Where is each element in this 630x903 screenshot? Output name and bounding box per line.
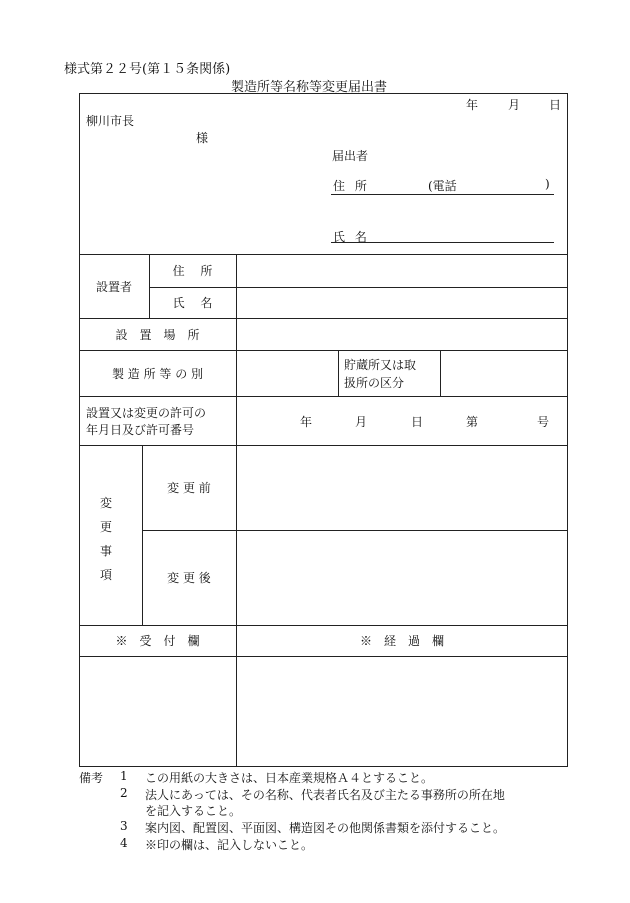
permit-month: 月 xyxy=(355,415,368,429)
note-text: 案内図、配置図、平面図、構造図その他関係書類を添付すること。 xyxy=(145,821,506,835)
date-day: 日 xyxy=(549,98,562,112)
permit-day: 日 xyxy=(411,415,424,429)
location-label: 設 置 場 所 xyxy=(115,327,200,342)
addressee: 柳川市長 xyxy=(86,114,135,128)
phone-label: (電話 xyxy=(428,179,457,193)
note-number: 2 xyxy=(120,786,128,800)
note-text: 法人にあっては、その名称、代表者氏名及び主たる事務所の所在地 xyxy=(145,788,505,802)
name-label: 氏 名 xyxy=(333,230,367,244)
reception-label: ※ 受 付 欄 xyxy=(115,634,200,648)
date-year: 年 xyxy=(466,98,479,112)
notes-heading: 備考 xyxy=(79,771,104,785)
permit-no-prefix: 第 xyxy=(466,415,479,429)
address-underline[interactable] xyxy=(331,194,554,195)
divider xyxy=(338,350,339,396)
note-text: ※印の欄は、記入しないこと。 xyxy=(145,838,314,852)
honorific: 様 xyxy=(196,131,209,145)
permit-no-suffix: 号 xyxy=(537,415,550,429)
phone-close: ) xyxy=(545,177,550,191)
facility-type-label: 製 造 所 等 の 別 xyxy=(111,366,204,381)
note-text: この用紙の大きさは、日本産業規格Ａ４とすること。 xyxy=(145,771,434,785)
note-number: 3 xyxy=(120,819,128,833)
permit-year: 年 xyxy=(300,415,313,429)
note-text: を記入すること。 xyxy=(145,804,242,818)
installer-name-label: 氏 名 xyxy=(172,296,213,310)
storage-label-line1: 貯蔵所又は取 xyxy=(344,358,417,372)
installer-name-field[interactable] xyxy=(237,288,567,317)
change-before-field[interactable] xyxy=(237,446,567,529)
change-items-char: 項 xyxy=(100,568,113,582)
facility-type-field[interactable] xyxy=(237,351,337,395)
installer-label: 設置者 xyxy=(95,279,132,294)
form-number: 様式第２２号(第１５条関係) xyxy=(64,62,231,77)
location-field[interactable] xyxy=(237,319,567,349)
permit-label-line2: 年月日及び許可番号 xyxy=(86,423,195,437)
notifier-label: 届出者 xyxy=(332,149,369,163)
storage-label-line2: 扱所の区分 xyxy=(344,376,405,390)
change-before-label: 変 更 前 xyxy=(167,481,211,495)
installer-address-label: 住 所 xyxy=(172,264,213,278)
divider xyxy=(79,396,568,397)
change-after-field[interactable] xyxy=(237,531,567,624)
installer-address-field[interactable] xyxy=(237,255,567,286)
change-items-label xyxy=(100,491,112,587)
date-month: 月 xyxy=(508,98,521,112)
address-label: 住 所 xyxy=(333,179,367,193)
permit-label-line1: 設置又は変更の許可の xyxy=(86,406,207,420)
change-items-char: 変 xyxy=(100,496,113,510)
change-items-char: 更 xyxy=(100,520,113,534)
storage-class-field[interactable] xyxy=(441,351,567,395)
name-underline[interactable] xyxy=(331,242,554,243)
note-number: 1 xyxy=(120,769,128,783)
progress-field xyxy=(237,657,567,766)
change-after-label: 変 更 後 xyxy=(167,571,211,585)
change-items-char: 事 xyxy=(100,544,113,558)
form-title: 製造所等名称等変更届出書 xyxy=(231,80,388,95)
note-number: 4 xyxy=(120,836,128,850)
progress-label: ※ 経 過 欄 xyxy=(359,634,444,648)
reception-field xyxy=(80,657,235,766)
